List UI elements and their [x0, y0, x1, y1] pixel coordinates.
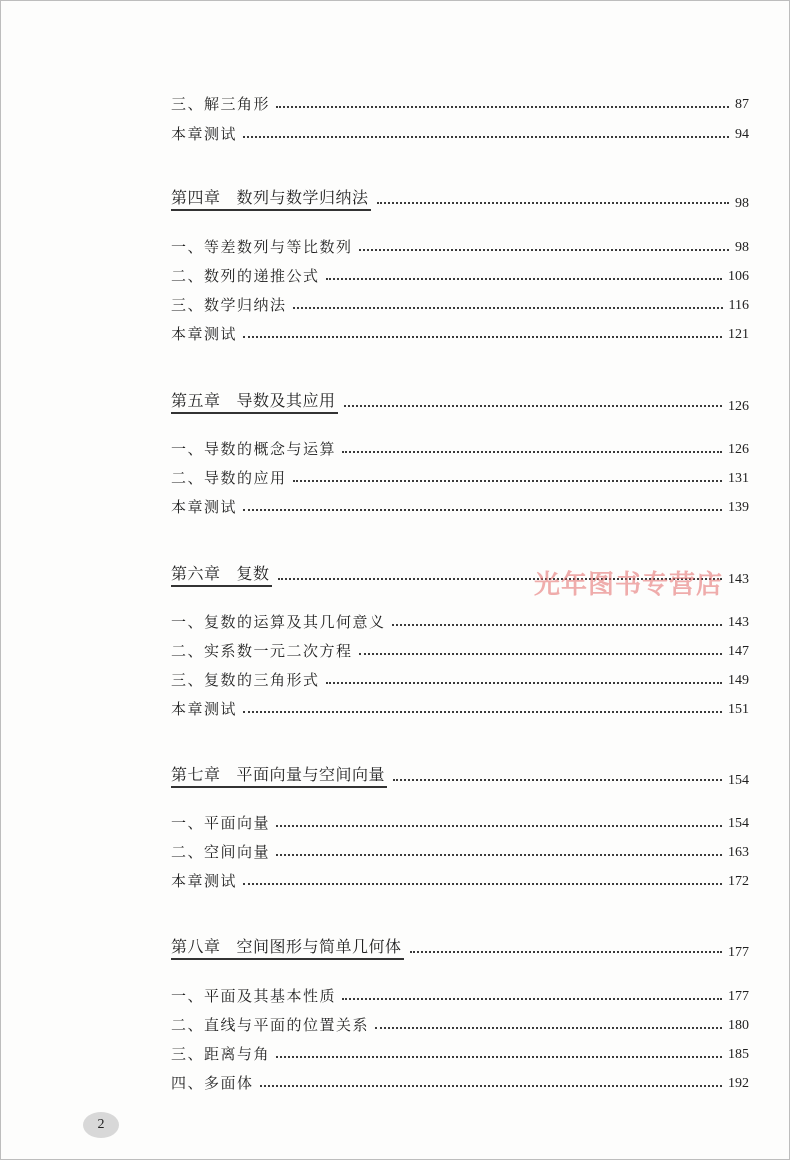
dot-leader — [359, 249, 729, 251]
toc-section-entry — [171, 289, 749, 313]
dot-leader — [243, 883, 722, 885]
page-number: 143 — [728, 615, 749, 630]
toc-section-entry — [171, 1009, 749, 1033]
toc-section-entry — [171, 231, 749, 255]
chapter-title: 空间图形与简单几何体 — [236, 937, 402, 956]
page-number: 177 — [728, 945, 749, 960]
section-title: 三、数学归纳法 — [171, 296, 287, 314]
dot-leader — [276, 854, 722, 856]
toc-section-entry — [171, 693, 749, 717]
toc-section-entry — [171, 318, 749, 342]
dot-leader — [293, 307, 723, 309]
page-number: 116 — [728, 298, 749, 313]
chapter-number: 第七章 — [171, 765, 221, 784]
page-number-badge: 2 — [83, 1112, 119, 1138]
dot-leader — [276, 825, 722, 827]
page-number: 163 — [728, 845, 749, 860]
page-number: 154 — [728, 773, 749, 788]
page-number: 154 — [728, 816, 749, 831]
section-title: 一、平面及其基本性质 — [171, 987, 337, 1005]
section-title: 一、平面向量 — [171, 814, 271, 832]
page-number: 172 — [728, 874, 749, 889]
toc-section-entry — [171, 491, 749, 515]
section-title: 本章测试 — [171, 700, 238, 718]
chapter-title: 平面向量与空间向量 — [236, 765, 386, 784]
page-number: 151 — [728, 702, 749, 717]
dot-leader — [326, 682, 722, 684]
page-number: 143 — [728, 572, 749, 587]
toc-chapter-entry — [171, 764, 749, 788]
section-title: 四、多面体 — [171, 1074, 254, 1092]
chapter-heading — [171, 767, 387, 788]
page-number: 126 — [728, 399, 749, 414]
toc-section-entry — [171, 836, 749, 860]
toc-chapter-entry — [171, 936, 749, 960]
section-title: 一、复数的运算及其几何意义 — [171, 613, 386, 631]
page-number: 139 — [728, 500, 749, 515]
dot-leader — [375, 1027, 722, 1029]
toc-section-entry — [171, 635, 749, 659]
section-title: 一、导数的概念与运算 — [171, 440, 337, 458]
toc-section-entry — [171, 980, 749, 1004]
page-number: 131 — [728, 471, 749, 486]
chapter-heading — [171, 566, 272, 587]
dot-leader — [359, 653, 722, 655]
toc-chapter-entry — [171, 390, 749, 414]
chapter-title: 数列与数学归纳法 — [236, 188, 369, 207]
page-number: 87 — [735, 97, 749, 112]
dot-leader — [342, 998, 722, 1000]
toc-section-entry — [171, 807, 749, 831]
toc-section-entry — [171, 865, 749, 889]
dot-leader — [276, 106, 729, 108]
chapter-title: 导数及其应用 — [236, 391, 336, 410]
page-number: 106 — [728, 269, 749, 284]
page-number: 147 — [728, 644, 749, 659]
dot-leader — [410, 951, 722, 953]
page-number: 177 — [728, 989, 749, 1004]
page-number: 185 — [728, 1047, 749, 1062]
dot-leader — [243, 711, 722, 713]
dot-leader — [243, 136, 729, 138]
dot-leader — [260, 1085, 722, 1087]
chapter-number: 第六章 — [171, 564, 221, 583]
section-title: 二、直线与平面的位置关系 — [171, 1016, 370, 1034]
section-title: 本章测试 — [171, 498, 238, 516]
toc-section-entry — [171, 1067, 749, 1091]
section-title: 本章测试 — [171, 872, 238, 890]
section-title: 一、等差数列与等比数列 — [171, 238, 353, 256]
chapter-heading — [171, 939, 404, 960]
toc-section-entry — [171, 664, 749, 688]
section-title: 二、空间向量 — [171, 843, 271, 861]
toc-section-entry — [171, 462, 749, 486]
section-title: 二、实系数一元二次方程 — [171, 642, 353, 660]
section-title: 二、数列的递推公式 — [171, 267, 320, 285]
toc-section-entry — [171, 118, 749, 142]
section-title: 本章测试 — [171, 325, 238, 343]
dot-leader — [326, 278, 722, 280]
section-title: 三、距离与角 — [171, 1045, 271, 1063]
chapter-number: 第五章 — [171, 391, 221, 410]
dot-leader — [243, 336, 722, 338]
toc-section-entry — [171, 1038, 749, 1062]
chapter-number: 第八章 — [171, 937, 221, 956]
page-number: 94 — [735, 127, 749, 142]
chapter-number: 第四章 — [171, 188, 221, 207]
section-title: 二、导数的应用 — [171, 469, 287, 487]
chapter-heading — [171, 190, 371, 211]
store-watermark: 光年图书专营店 — [534, 570, 724, 600]
page-number: 126 — [728, 442, 749, 457]
section-title: 三、复数的三角形式 — [171, 671, 320, 689]
section-title: 本章测试 — [171, 125, 238, 143]
dot-leader — [393, 779, 722, 781]
page-number: 98 — [735, 240, 749, 255]
page-number: 192 — [728, 1076, 749, 1091]
dot-leader — [377, 202, 729, 204]
toc-section-entry — [171, 88, 749, 112]
dot-leader — [392, 624, 722, 626]
page-number: 98 — [735, 196, 749, 211]
page-number: 121 — [728, 327, 749, 342]
dot-leader — [243, 509, 722, 511]
dot-leader — [276, 1056, 722, 1058]
toc-section-entry — [171, 433, 749, 457]
dot-leader — [344, 405, 722, 407]
toc-section-entry — [171, 260, 749, 284]
toc-chapter-entry — [171, 187, 749, 211]
page-number: 180 — [728, 1018, 749, 1033]
page-number: 149 — [728, 673, 749, 688]
toc-section-entry — [171, 606, 749, 630]
chapter-heading — [171, 393, 338, 414]
chapter-title: 复数 — [236, 564, 270, 583]
dot-leader — [342, 451, 722, 453]
dot-leader — [293, 480, 722, 482]
section-title: 三、解三角形 — [171, 95, 271, 113]
